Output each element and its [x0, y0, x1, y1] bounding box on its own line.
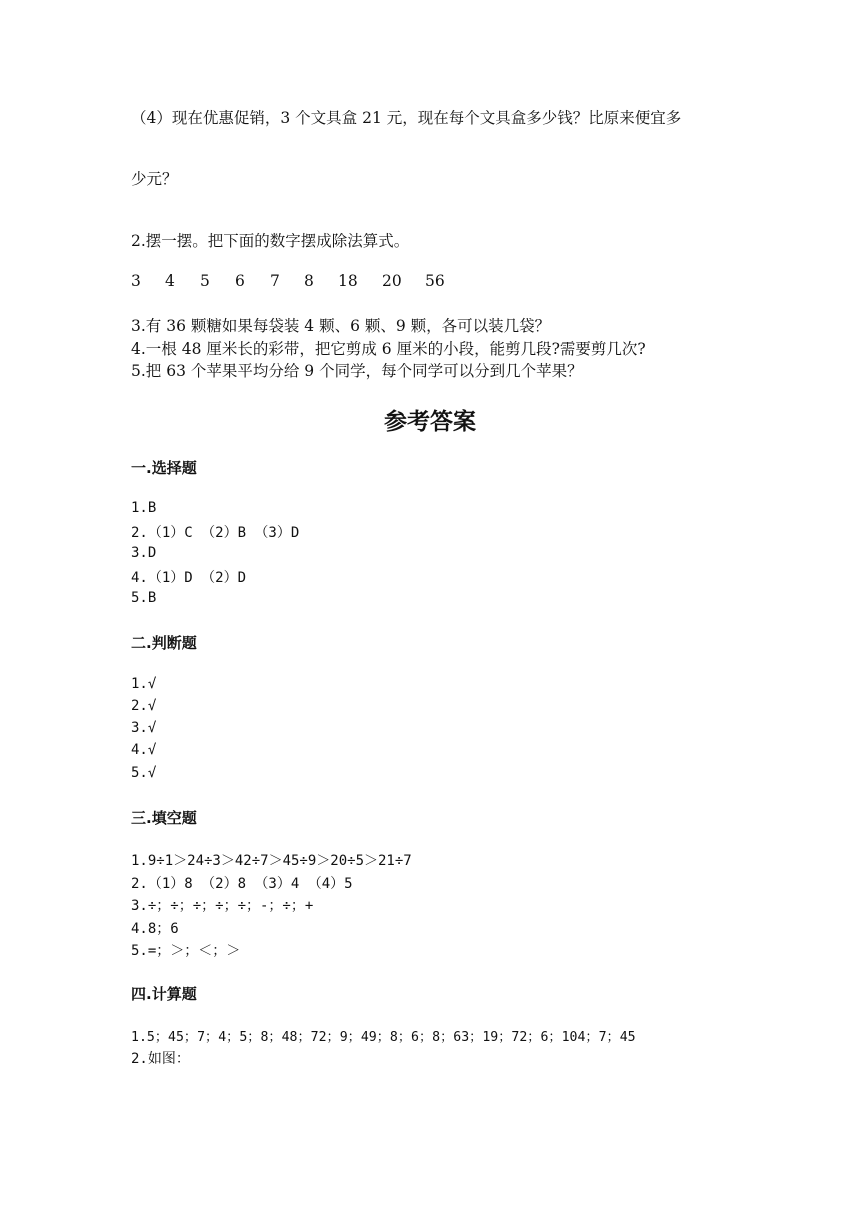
answer-line: 2.√ — [131, 698, 157, 714]
answer-key-title: 参考答案 — [384, 409, 476, 435]
arrange-number: 20 — [382, 272, 402, 290]
arrange-number: 56 — [425, 272, 445, 290]
arrange-numbers — [0, 272, 860, 292]
arrange-number: 8 — [304, 272, 314, 290]
question-4-line-1: （4）现在优惠促销，3 个文具盒 21 元，现在每个文具盒多少钱？比原来便宜多 — [131, 109, 682, 127]
section-heading: 二.判断题 — [131, 634, 197, 652]
answer-line: 4.√ — [131, 742, 157, 758]
arrange-number: 6 — [235, 272, 245, 290]
answer-line: 5.=；＞；＜；＞ — [131, 943, 241, 959]
question-4-line-2: 少元？ — [131, 170, 178, 188]
answer-line: 3.D — [131, 545, 157, 561]
arrange-number: 7 — [270, 272, 280, 290]
arrange-number: 5 — [200, 272, 210, 290]
answer-line: 5.√ — [131, 765, 157, 781]
arrange-number: 3 — [131, 272, 141, 290]
section-heading: 一.选择题 — [131, 459, 197, 477]
answer-line: 5.B — [131, 590, 157, 606]
question-4: 4.一根 48 厘米长的彩带，把它剪成 6 厘米的小段，能剪几段?需要剪几次? — [131, 340, 646, 358]
answer-line: 2.（1）C （2）B （3）D — [131, 525, 300, 541]
answer-line: 1.9÷1＞24÷3＞42÷7＞45÷9＞20÷5＞21÷7 — [131, 853, 412, 869]
answer-line: 3.√ — [131, 720, 157, 736]
section-heading: 四.计算题 — [131, 985, 197, 1003]
answer-line: 4.8；6 — [131, 921, 179, 937]
arrange-number: 18 — [338, 272, 358, 290]
section-heading: 三.填空题 — [131, 809, 197, 827]
answer-line: 2.（1）8 （2）8 （3）4 （4）5 — [131, 876, 353, 892]
question-5: 5.把 63 个苹果平均分给 9 个同学，每个同学可以分到几个苹果？ — [131, 362, 583, 380]
answer-line: 4.（1）D （2）D — [131, 570, 247, 586]
answer-line: 1.B — [131, 500, 157, 516]
answer-line: 2.如图： — [131, 1051, 190, 1067]
answer-line: 1.5；45；7；4；5；8；48；72；9；49；8；6；8；63；19；72；6；104；7；45 — [131, 1030, 636, 1045]
answer-line: 1.√ — [131, 676, 157, 692]
arrange-number: 4 — [165, 272, 175, 290]
answer-line: 3.÷；÷；÷；÷；÷；-；÷；+ — [131, 898, 314, 914]
arrange-title: 2.摆一摆。把下面的数字摆成除法算式。 — [131, 232, 410, 250]
question-3: 3.有 36 颗糖如果每袋装 4 颗、6 颗、9 颗，各可以装几袋？ — [131, 317, 551, 335]
